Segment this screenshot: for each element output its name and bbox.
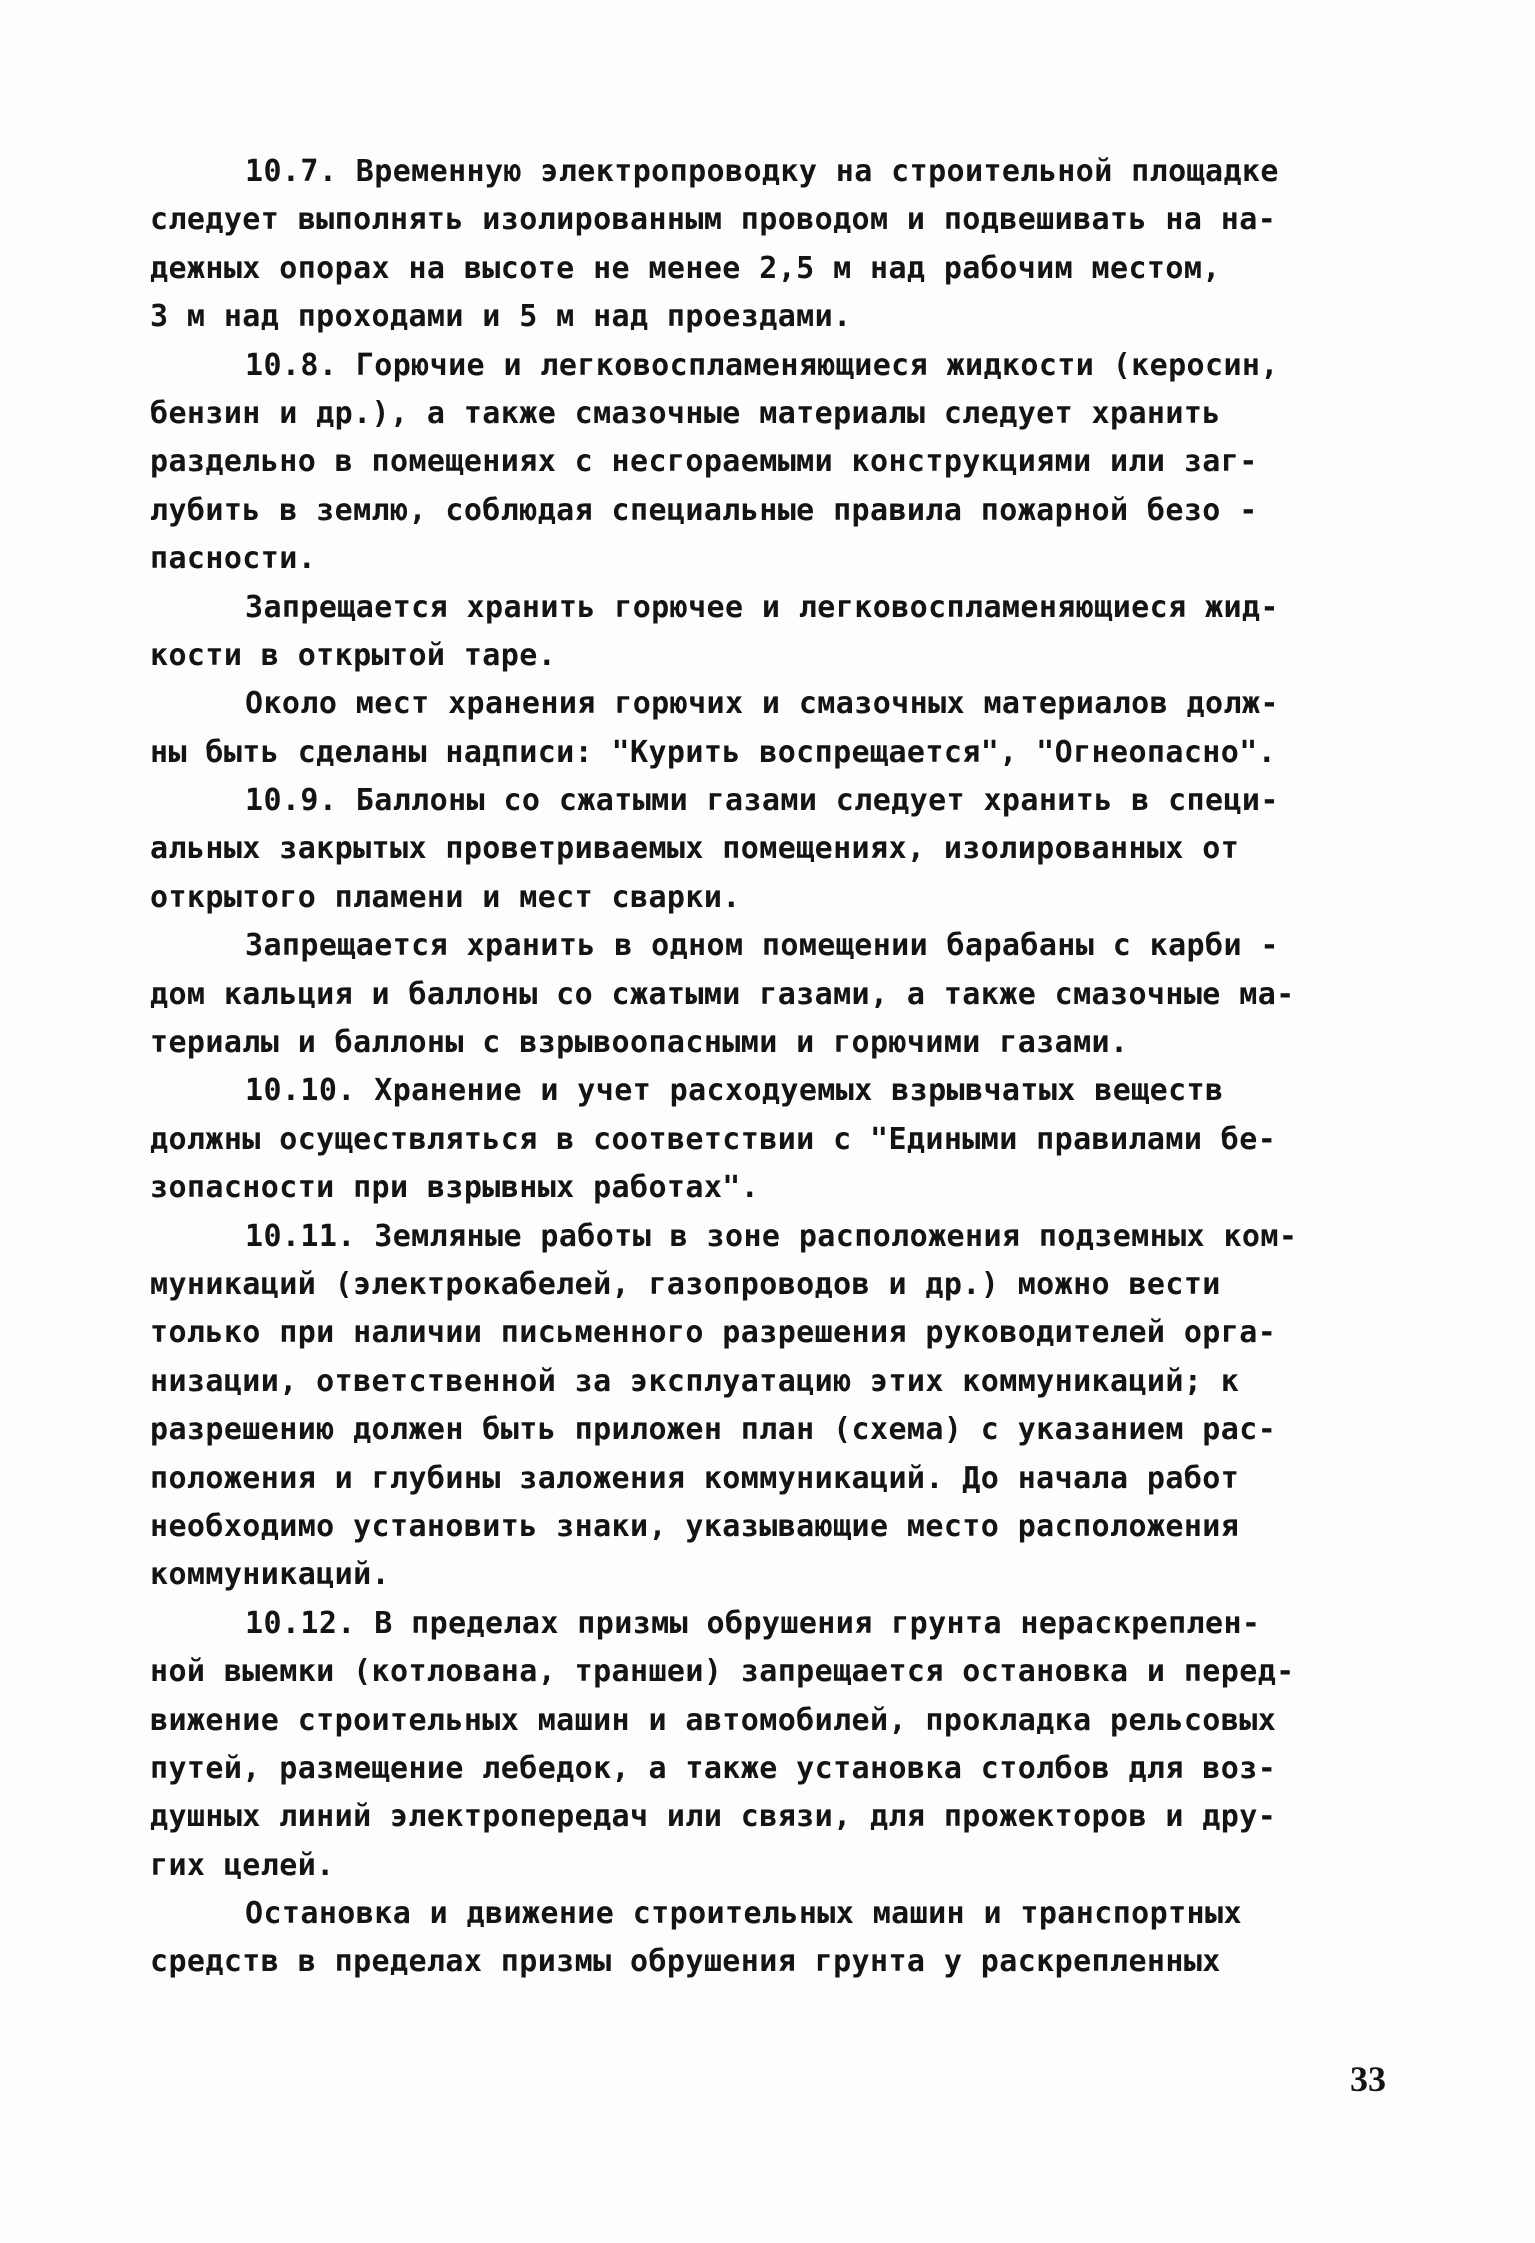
text-line: пасности. xyxy=(150,541,317,577)
text-line: вижение строительных машин и автомобилей, прокладка рельсовых xyxy=(150,1702,1277,1738)
text-line: Запрещается хранить в одном помещении барабаны с карби - xyxy=(245,928,1279,964)
text-line: дежных опорах на высоте не менее 2,5 м над рабочим местом, xyxy=(150,250,1221,286)
text-line: 10.10. Хранение и учет расходуемых взрывчатых веществ xyxy=(245,1073,1224,1109)
text-line: средств в пределах призмы обрушения грунта у раскрепленных xyxy=(150,1944,1221,1980)
text-line: териалы и баллоны с взрывоопасными и горючими газами. xyxy=(150,1025,1129,1061)
text-line: альных закрытых проветриваемых помещениях, изолированных от xyxy=(150,831,1240,867)
text-line: необходимо установить знаки, указывающие место расположения xyxy=(150,1508,1240,1544)
text-line: 10.11. Земляные работы в зоне расположения подземных ком- xyxy=(245,1218,1298,1254)
text-line: открытого пламени и мест сварки. xyxy=(150,879,741,915)
text-line: коммуникаций. xyxy=(150,1557,390,1593)
text-line: бензин и др.), а также смазочные материалы следует хранить xyxy=(150,395,1221,431)
document-body xyxy=(150,148,1400,1987)
text-line: положения и глубины заложения коммуникаций. До начала работ xyxy=(150,1460,1240,1496)
text-line: 10.12. В пределах призмы обрушения грунта нераскреплен- xyxy=(245,1605,1261,1641)
text-line: дом кальция и баллоны со сжатыми газами, а также смазочные ма- xyxy=(150,976,1295,1012)
text-line: Остановка и движение строительных машин и транспортных xyxy=(245,1896,1242,1932)
text-line: следует выполнять изолированным проводом и подвешивать на на- xyxy=(150,202,1277,238)
text-line: только при наличии письменного разрешения руководителей орга- xyxy=(150,1315,1277,1351)
text-line: ной выемки (котлована, траншеи) запрещается остановка и перед- xyxy=(150,1654,1295,1690)
text-line: душных линий электропередач или связи, для прожекторов и дру- xyxy=(150,1799,1277,1835)
text-line: муникаций (электрокабелей, газопроводов и др.) можно вести xyxy=(150,1266,1221,1302)
text-line: разрешению должен быть приложен план (схема) с указанием рас- xyxy=(150,1412,1277,1448)
text-line: путей, размещение лебедок, а также установка столбов для воз- xyxy=(150,1750,1277,1786)
text-line: раздельно в помещениях с несгораемыми конструкциями или заг- xyxy=(150,444,1258,480)
text-line: Около мест хранения горючих и смазочных материалов долж- xyxy=(245,686,1279,722)
page-number: 33 xyxy=(1350,2059,1386,2099)
text-line: гих целей. xyxy=(150,1847,335,1883)
text-line: кости в открытой таре. xyxy=(150,637,557,673)
text-line: низации, ответственной за эксплуатацию этих коммуникаций; к xyxy=(150,1363,1240,1399)
text-line: Запрещается хранить горючее и легковоспламеняющиеся жид- xyxy=(245,589,1279,625)
text-line: зопасности при взрывных работах". xyxy=(150,1170,760,1206)
text-line: должны осуществляться в соответствии с "Едиными правилами бе- xyxy=(150,1121,1277,1157)
text-line: 3 м над проходами и 5 м над проездами. xyxy=(150,299,852,335)
text-line: 10.7. Временную электропроводку на строительной площадке xyxy=(245,154,1279,189)
text-line: 10.8. Горючие и легковоспламеняющиеся жидкости (керосин, xyxy=(245,347,1279,383)
text-line: 10.9. Баллоны со сжатыми газами следует хранить в специ- xyxy=(245,783,1279,819)
text-line: лубить в землю, соблюдая специальные правила пожарной безо - xyxy=(150,492,1258,528)
text-line: ны быть сделаны надписи: "Курить воспрещается", "Огнеопасно". xyxy=(150,734,1277,770)
